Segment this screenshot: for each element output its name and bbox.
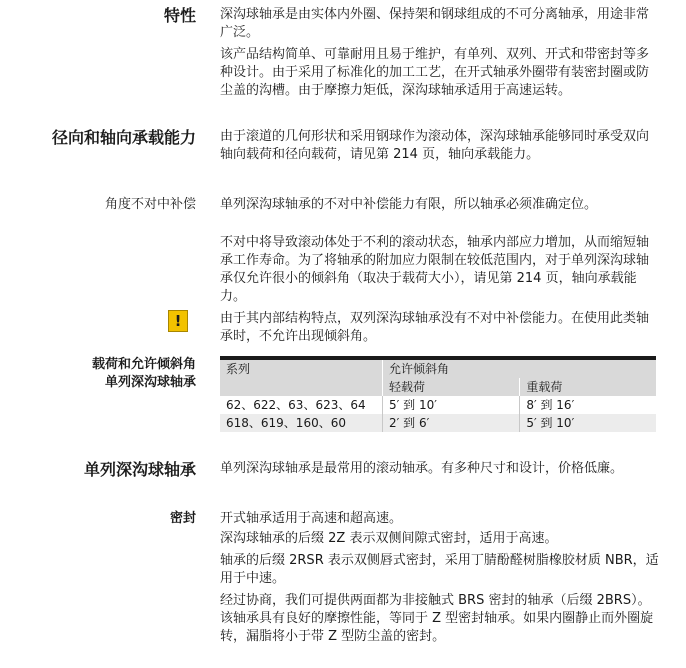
seals-paragraph-4: 经过协商，我们可提供两面都为非接触式 BRS 密封的轴承（后缀 2BRS）。该轴承具有良好的摩擦性能，等同于 Z 型密封轴承。如果内圈静止而外圈旋转，漏脂将小于带 Z 型防尘盖的密封。 (220, 593, 654, 644)
table-header-light: 轻载荷 (383, 378, 520, 396)
table-cell-series: 618、619、160、60 (220, 414, 383, 432)
table-header-heavy: 重载荷 (520, 378, 656, 396)
table-caption-line-2: 单列深沟球轴承 (104, 375, 196, 390)
misalignment-paragraph-1: 单列深沟球轴承的不对中补偿能力有限，所以轴承必须准确定位。 (220, 197, 598, 212)
table-cell-series: 62、622、63、623、64 (220, 396, 383, 414)
features-heading: 特性 (163, 6, 196, 25)
table-row (220, 396, 656, 414)
tilt-angle-table (220, 360, 656, 432)
table-cell-heavy: 5′ 到 10′ (520, 414, 656, 432)
table-header-allowed: 允许倾斜角 (383, 360, 657, 378)
features-paragraph-1: 深沟球轴承是由实体内外圈、保持架和钢球组成的不可分离轴承，用途非常广泛。 (220, 7, 650, 40)
table-row (220, 414, 656, 432)
table-caption-line-1: 载荷和允许倾斜角 (91, 357, 196, 372)
features-paragraph-2: 该产品结构简单、可靠耐用且易于维护，有单列、双列、开式和带密封等多种设计。由于采用了标准化的加工工艺，在开式轴承外圈带有装密封圈或防尘盖的沟槽。由于摩擦力矩低，深沟球轴承适用于高速运转。 (220, 47, 650, 98)
table-header-series: 系列 (220, 360, 383, 396)
seals-paragraph-3: 轴承的后缀 2RSR 表示双侧唇式密封，采用丁腈酚醛树脂橡胶材质 NBR，适用于中速。 (220, 553, 659, 586)
table-cell-light: 5′ 到 10′ (383, 396, 520, 414)
misalignment-heading: 角度不对中补偿 (104, 197, 196, 212)
warning-text: 由于其内部结构特点，双列深沟球轴承没有不对中补偿能力。在使用此类轴承时，不允许出现倾斜角。 (220, 311, 650, 344)
misalignment-paragraph-2: 不对中将导致滚动体处于不利的滚动状态，轴承内部应力增加，从而缩短轴承工作寿命。为了将轴承的附加应力限制在较低范围内，对于单列深沟球轴承仅允许很小的倾斜角（取决于载荷大小），请见第 214 页，轴向承载能力。 (220, 235, 650, 304)
load-capacity-paragraph: 由于滚道的几何形状和采用钢球作为滚动体，深沟球轴承能够同时承受双向轴向载荷和径向载荷，请见第 214 页，轴向承载能力。 (220, 129, 650, 162)
warning-icon: ! (168, 310, 188, 332)
seals-heading: 密封 (169, 511, 196, 526)
single-row-paragraph: 单列深沟球轴承是最常用的滚动轴承。有多种尺寸和设计，价格低廉。 (220, 461, 624, 476)
load-capacity-heading: 径向和轴向承载能力 (51, 128, 196, 147)
table-cell-heavy: 8′ 到 16′ (520, 396, 656, 414)
single-row-heading: 单列深沟球轴承 (83, 460, 196, 479)
seals-paragraph-1: 开式轴承适用于高速和超高速。 (220, 511, 403, 526)
table-cell-light: 2′ 到 6′ (383, 414, 520, 432)
seals-paragraph-2: 深沟球轴承的后缀 2Z 表示双侧间隙式密封，适用于高速。 (220, 531, 558, 546)
